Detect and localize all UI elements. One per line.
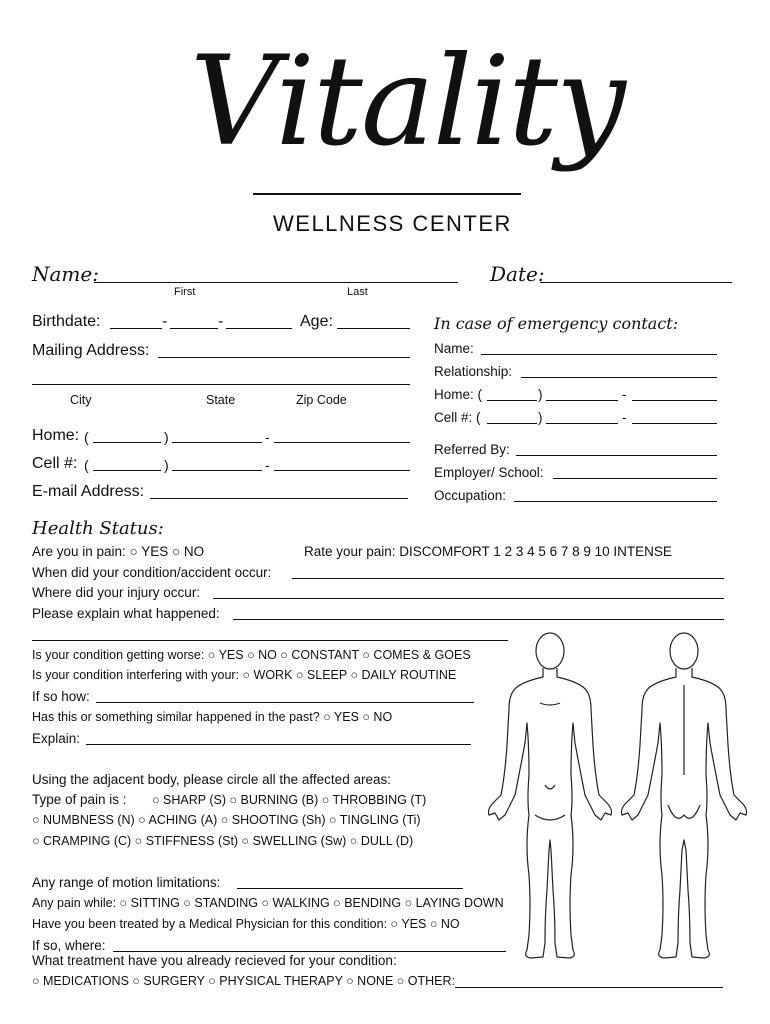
where-injury-field[interactable]: [213, 598, 724, 599]
age-field[interactable]: [337, 328, 410, 329]
cell-number-field[interactable]: [274, 470, 410, 471]
cell-phone-label: Cell #:: [32, 455, 78, 472]
dash: -: [622, 387, 627, 402]
paren-close: ): [538, 387, 543, 402]
emergency-name-field[interactable]: [481, 354, 717, 355]
emergency-home-prefix-field[interactable]: [546, 400, 618, 401]
emergency-home-area-field[interactable]: [487, 400, 537, 401]
paren-close: ): [164, 457, 169, 473]
if-so-where-field[interactable]: [113, 951, 506, 952]
logo-subtitle: WELLNESS CENTER: [273, 211, 512, 236]
occupation-label: Occupation:: [434, 488, 507, 503]
occupation-field[interactable]: [514, 501, 717, 502]
emergency-name-label: Name:: [434, 341, 474, 356]
explain-happened-label: Please explain what happened:: [32, 606, 220, 621]
treatment-question: What treatment have you already recieved for your condition:: [32, 953, 397, 968]
email-label: E-mail Address:: [32, 483, 145, 500]
pain-while-options[interactable]: Any pain while: ○ SITTING ○ STANDING ○ WALKING ○ BENDING ○ LAYING DOWN: [32, 896, 504, 910]
if-so-where-label: If so, where:: [32, 938, 106, 953]
if-so-how-field[interactable]: [96, 702, 474, 703]
email-field[interactable]: [150, 498, 408, 499]
where-injury-label: Where did your injury occur:: [32, 585, 201, 600]
birthdate-separator: -: [162, 313, 168, 330]
pain-type-options-row1[interactable]: ○ SHARP (S) ○ BURNING (B) ○ THROBBING (T): [152, 793, 427, 807]
birth-year-field[interactable]: [226, 328, 292, 329]
range-motion-field[interactable]: [237, 888, 463, 889]
health-status-heading: Health Status:: [32, 518, 164, 539]
city-caption: City: [70, 393, 92, 407]
zip-caption: Zip Code: [296, 393, 347, 407]
age-label: Age:: [300, 313, 333, 330]
paren-open: (: [84, 429, 89, 445]
referred-by-label: Referred By:: [434, 442, 510, 457]
emergency-heading: In case of emergency contact:: [434, 314, 679, 333]
emergency-cell-area-field[interactable]: [487, 423, 537, 424]
similar-past-question[interactable]: Has this or something similar happened in the past? ○ YES ○ NO: [32, 710, 393, 724]
home-phone-label: Home:: [32, 427, 80, 444]
name-label: Name:: [32, 262, 99, 286]
employer-field[interactable]: [553, 478, 717, 479]
dash: -: [265, 429, 270, 445]
other-treatment-field[interactable]: [455, 987, 723, 988]
pain-type-options-row2[interactable]: ○ NUMBNESS (N) ○ ACHING (A) ○ SHOOTING (Sh) ○ TINGLING (Ti): [32, 813, 421, 827]
paren-open: (: [84, 457, 89, 473]
if-so-how-label: If so how:: [32, 689, 90, 704]
dash: -: [265, 457, 270, 473]
type-of-pain-label: Type of pain is :: [32, 792, 127, 807]
mailing-address-field[interactable]: [158, 357, 410, 358]
name-field[interactable]: [94, 282, 458, 283]
explain-label: Explain:: [32, 731, 81, 746]
emergency-home-label: Home: (: [434, 387, 483, 402]
emergency-cell-prefix-field[interactable]: [546, 423, 618, 424]
mailing-address-label: Mailing Address:: [32, 342, 150, 359]
adjacent-body-instruction: Using the adjacent body, please circle all the affected areas:: [32, 772, 391, 787]
emergency-cell-label: Cell #: (: [434, 410, 481, 425]
emergency-home-number-field[interactable]: [632, 400, 717, 401]
when-occur-label: When did your condition/accident occur:: [32, 565, 272, 580]
explain-field[interactable]: [86, 744, 471, 745]
explain-happened-line2[interactable]: [32, 640, 508, 641]
mailing-address-line2[interactable]: [32, 384, 410, 385]
employer-label: Employer/ School:: [434, 465, 544, 480]
interfering-question[interactable]: Is your condition interfering with your: ○ WORK ○ SLEEP ○ DAILY ROUTINE: [32, 668, 457, 682]
in-pain-question[interactable]: Are you in pain: ○ YES ○ NO: [32, 544, 205, 559]
treatment-options[interactable]: ○ MEDICATIONS ○ SURGERY ○ PHYSICAL THERAPY ○ NONE ○ OTHER:: [32, 974, 456, 988]
state-caption: State: [206, 393, 236, 407]
logo-divider: [253, 193, 521, 195]
pain-rating-scale[interactable]: Rate your pain: DISCOMFORT 1 2 3 4 5 6 7 8 9 10 INTENSE: [304, 544, 672, 559]
body-diagram-back[interactable]: [612, 625, 752, 975]
first-name-caption: First: [174, 286, 196, 298]
body-diagram-front[interactable]: [485, 625, 615, 975]
home-area-code-field[interactable]: [93, 442, 161, 443]
referred-by-field[interactable]: [516, 455, 717, 456]
date-field[interactable]: [540, 282, 732, 283]
explain-happened-field[interactable]: [233, 619, 724, 620]
paren-close: ): [164, 429, 169, 445]
date-label: Date:: [490, 262, 545, 286]
home-prefix-field[interactable]: [172, 442, 262, 443]
relationship-field[interactable]: [521, 377, 717, 378]
pain-type-options-row3[interactable]: ○ CRAMPING (C) ○ STIFFNESS (St) ○ SWELLING (Sw) ○ DULL (D): [32, 834, 414, 848]
birth-day-field[interactable]: [170, 328, 218, 329]
cell-prefix-field[interactable]: [172, 470, 262, 471]
home-number-field[interactable]: [274, 442, 410, 443]
range-motion-label: Any range of motion limitations:: [32, 875, 221, 890]
physician-question[interactable]: Have you been treated by a Medical Physician for this condition: ○ YES ○ NO: [32, 917, 460, 931]
relationship-label: Relationship:: [434, 364, 513, 379]
birth-month-field[interactable]: [110, 328, 162, 329]
getting-worse-question[interactable]: Is your condition getting worse: ○ YES ○ NO ○ CONSTANT ○ COMES & GOES: [32, 648, 471, 662]
when-occur-field[interactable]: [292, 578, 724, 579]
last-name-caption: Last: [347, 286, 368, 298]
birthdate-separator: -: [218, 313, 224, 330]
cell-area-code-field[interactable]: [93, 470, 161, 471]
dash: -: [622, 410, 627, 425]
paren-close: ): [538, 410, 543, 425]
birthdate-label: Birthdate:: [32, 313, 101, 330]
logo-wordmark: Vitality: [190, 30, 624, 174]
emergency-cell-number-field[interactable]: [632, 423, 717, 424]
